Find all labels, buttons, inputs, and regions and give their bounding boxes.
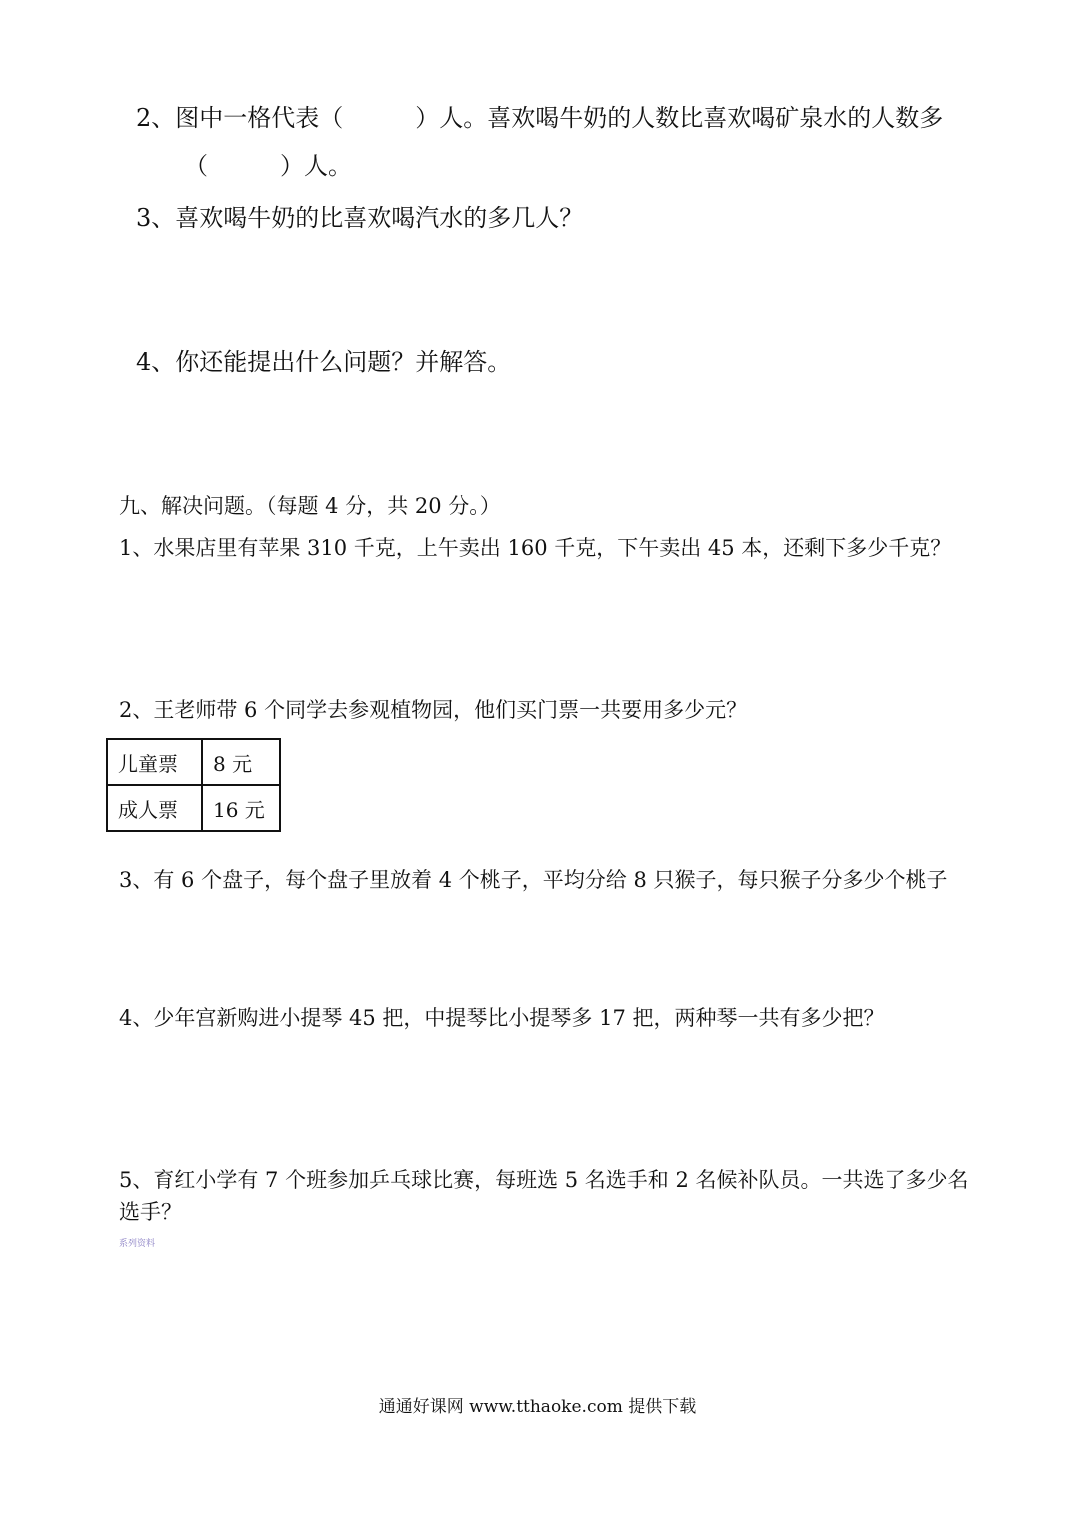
ticket-price-table xyxy=(106,738,281,832)
table-cell: 成人票 xyxy=(107,785,202,831)
question-9-5-line2: 选手？ xyxy=(119,1200,182,1224)
table-cell: 8 元 xyxy=(202,739,280,785)
small-note: 系列资料 xyxy=(119,1239,156,1249)
question-9-4: 4、少年宫新购进小提琴 45 把，中提琴比小提琴多 17 把，两种琴一共有多少把？ xyxy=(119,1006,885,1030)
question-8-2-line1: 2、图中一格代表（ ）人。喜欢喝牛奶的人数比喜欢喝矿泉水的人数多 xyxy=(136,104,944,132)
footer-text: 通通好课网 www.tthaoke.com 提供下载 xyxy=(378,1397,697,1417)
question-9-5-line1: 5、育红小学有 7 个班参加乒乓球比赛，每班选 5 名选手和 2 名候补队员。一共选了多少名 xyxy=(119,1168,969,1192)
question-8-4: 4、你还能提出什么问题？并解答。 xyxy=(136,348,512,376)
question-8-2-line2: （ ）人。 xyxy=(184,152,352,180)
table-cell: 儿童票 xyxy=(107,739,202,785)
section-9-heading: 九、解决问题。（每题 4 分，共 20 分。） xyxy=(119,494,501,518)
question-9-1: 1、水果店里有苹果 310 千克，上午卖出 160 千克，下午卖出 45 本，还剩下多少千克？ xyxy=(119,536,952,560)
table-row xyxy=(107,785,280,831)
question-9-3: 3、有 6 个盘子，每个盘子里放着 4 个桃子，平均分给 8 只猴子，每只猴子分多少个桃子 xyxy=(119,868,948,892)
table-cell: 16 元 xyxy=(202,785,280,831)
question-8-3: 3、喜欢喝牛奶的比喜欢喝汽水的多几人？ xyxy=(136,204,584,232)
question-9-2: 2、王老师带 6 个同学去参观植物园，他们买门票一共要用多少元？ xyxy=(119,698,748,722)
table-row xyxy=(107,739,280,785)
